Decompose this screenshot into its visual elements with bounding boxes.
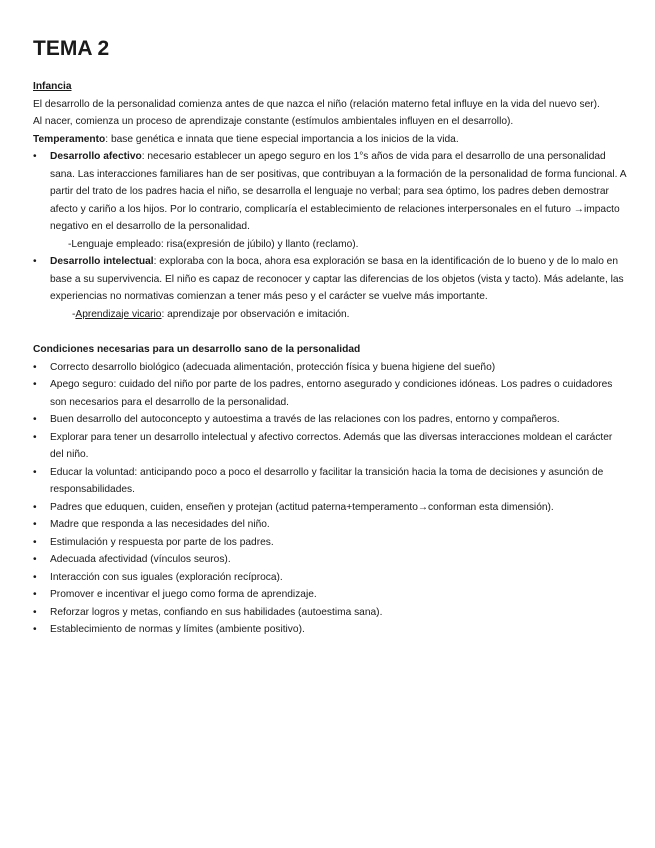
list-item: • Interacción con sus iguales (exploración recíproca). [33, 569, 627, 587]
lenguaje-note: -Lenguaje empleado: risa(expresión de júbilo) y llanto (reclamo). [68, 238, 359, 250]
list-item: • Estimulación y respuesta por parte de los padres. [33, 534, 627, 552]
list-item: • Padres que eduquen, cuiden, enseñen y protejan (actitud paterna+temperamento→conforman esta dimensión). [33, 499, 627, 517]
list-item: • Buen desarrollo del autoconcepto y autoestima a través de las relaciones con los padres, entorno y compañeros. [33, 411, 627, 429]
section-spacer [33, 323, 627, 341]
term-intelectual: Desarrollo intelectual [50, 256, 154, 267]
list-item: • Correcto desarrollo biológico (adecuada alimentación, protección física y buena higiene del sueño) [33, 359, 627, 377]
document-body [33, 78, 627, 639]
desarrollo-list [33, 148, 627, 236]
list-item-afectivo [33, 148, 627, 236]
section-heading-condiciones: Condiciones necesarias para un desarrollo sano de la personalidad [33, 344, 361, 355]
vicario-dash: - [72, 308, 76, 320]
term-vicario: Aprendizaje vicario [75, 308, 162, 320]
list-item: • Reforzar logros y metas, confiando en sus habilidades (autoestima sana). [33, 604, 627, 622]
page-title: TEMA 2 [33, 37, 110, 60]
vicario-note [33, 306, 627, 324]
section-heading-infancia: Infancia [33, 81, 72, 92]
temperamento-definition: : base genética e innata que tiene especial importancia a los inicios de la vida. [105, 133, 459, 145]
list-item: • Apego seguro: cuidado del niño por parte de los padres, entorno asegurado y condiciones idóneas. Los padres o cuidadores son necesarios para el desarrollo de la personalidad. [33, 376, 627, 411]
desarrollo-list-2 [33, 253, 627, 306]
list-item-intelectual [33, 253, 627, 306]
vicario-definition: : aprendizaje por observación e imitación. [161, 308, 350, 320]
paragraph-temperamento [33, 131, 627, 149]
term-afectivo: Desarrollo afectivo [50, 151, 142, 162]
list-item: • Establecimiento de normas y límites (ambiente positivo). [33, 621, 627, 639]
list-item: • Adecuada afectividad (vínculos seuros). [33, 551, 627, 569]
list-item: • Promover e incentivar el juego como forma de aprendizaje. [33, 586, 627, 604]
afectivo-text: : necesario establecer un apego seguro en los 1°s años de vida para el desarrollo de una personalidad sana. Las interacciones familiares han de ser positivas, que contribuyan a la formación de la personalidad de forma funcional. A partir del trato de los padres hacia el niño, se desarrolla el lenguaje no verbal; para sea óptimo, los padres deben demostrar afecto y cariño a los hijos. Por lo contrario, complicaría el establecimiento de relaciones interpersonales en el futuro →impacto negativo en el desarrollo de la personalidad. [50, 151, 626, 232]
term-temperamento: Temperamento [33, 133, 106, 145]
paragraph-personalidad: El desarrollo de la personalidad comienza antes de que nazca el niño (relación materno fetal influye en la vida del nuevo ser). [33, 98, 600, 110]
condiciones-list [33, 359, 627, 639]
intelectual-text: : exploraba con la boca, ahora esa exploración se basa en la identificación de lo bueno y de lo malo en base a su supervivencia. El niño es capaz de reconocer y captar las diferencias de los objetos (vista y tacto). Más adelante, las experiencias no normativas comienzan a tener más peso y el carácter se vuelve más importante. [50, 256, 624, 302]
list-item: • Educar la voluntad: anticipando poco a poco el desarrollo y facilitar la transición hacia la toma de decisiones y asunción de responsabilidades. [33, 464, 627, 499]
list-item: • Explorar para tener un desarrollo intelectual y afectivo correctos. Además que las diversas interacciones moldean el carácter del niño. [33, 429, 627, 464]
paragraph-aprendizaje: Al nacer, comienza un proceso de aprendizaje constante (estímulos ambientales influyen en el desarrollo). [33, 116, 514, 127]
list-item: • Madre que responda a las necesidades del niño. [33, 516, 627, 534]
